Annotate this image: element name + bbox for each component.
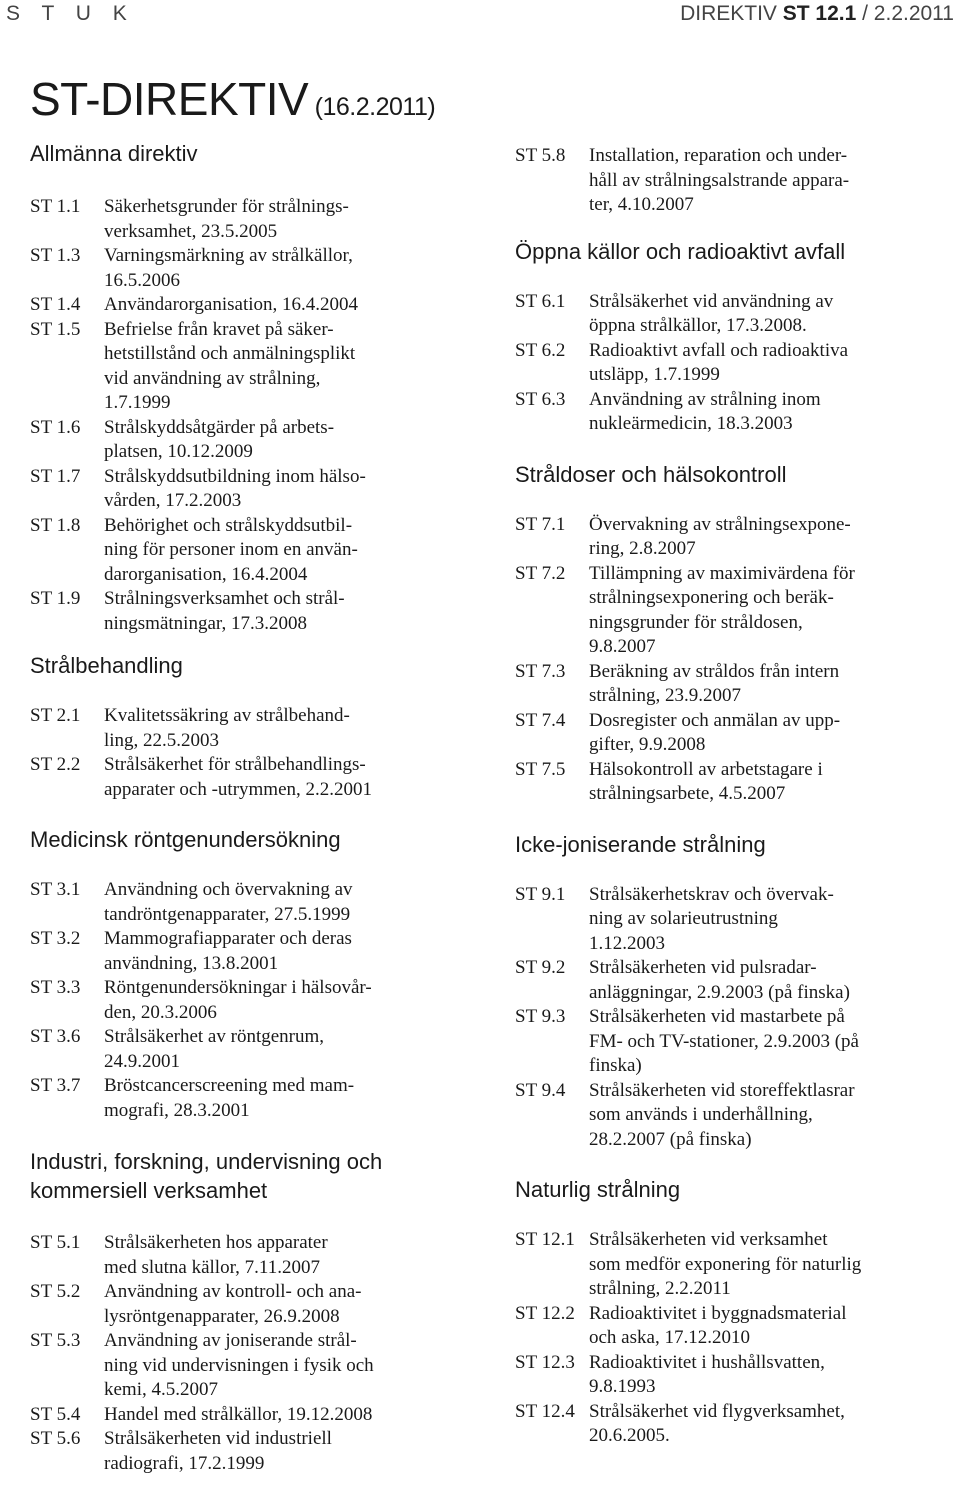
directive-title (589, 1351, 955, 1400)
directive-line: ning för personer inom en använ- (104, 539, 358, 560)
header-prefix: DIREKTIV (680, 2, 783, 25)
directive-code: ST 5.2 (30, 1281, 81, 1302)
directive-line: 24.9.2001 (104, 1050, 180, 1072)
directive-line: Strålsäkerheten hos apparater (104, 1232, 328, 1253)
directive-code: ST 6.2 (515, 339, 566, 361)
directive-code: ST 1.6 (30, 416, 81, 438)
directive-code: ST 1.7 (30, 465, 81, 487)
directive-line: Användning av kontroll- och ana- (104, 1281, 362, 1302)
directive-line: ningsmätningar, 17.3.2008 (104, 612, 307, 634)
directive-code: ST 1.5 (30, 318, 81, 340)
directive-title (104, 1231, 470, 1280)
section-title: Stråldoser och hälsokontroll (515, 461, 787, 487)
directive-line: mografi, 28.3.2001 (104, 1099, 250, 1121)
directive-code: ST 3.7 (30, 1075, 81, 1096)
directive-entry (515, 758, 955, 807)
directive-title (589, 956, 955, 1005)
directive-code: ST 1.8 (30, 514, 81, 536)
header-code: ST 12.1 (782, 2, 857, 25)
directive-line: Strålsäkerheten vid storeffektlasrar (589, 1079, 855, 1101)
directive-entry (30, 318, 470, 416)
directive-code: ST 2.2 (30, 754, 81, 775)
directive-code: ST 1.1 (30, 196, 81, 217)
directive-line: hetstillstånd och anmälningsplikt (104, 343, 356, 364)
directive-title (104, 1427, 470, 1476)
directive-entry (515, 144, 955, 218)
directive-line: Varningsmärkning av strålkällor, (104, 245, 353, 266)
directive-entry (515, 290, 955, 339)
directive-code: ST 2.1 (30, 705, 81, 726)
directive-code: ST 9.2 (515, 957, 566, 978)
directive-line: och aska, 17.12.2010 (589, 1327, 750, 1348)
directive-line: Behörighet och strålskyddsutbil- (104, 514, 353, 536)
section (515, 1176, 955, 1449)
section (30, 826, 470, 1123)
directive-title (104, 318, 470, 416)
directive-line: Strålsäkerhet vid flygverksamhet, (589, 1400, 845, 1422)
directive-entry (515, 513, 955, 562)
directive-title (104, 878, 470, 927)
section (30, 140, 470, 636)
directive-line: Övervakning av strålningsexpone- (589, 513, 851, 535)
directive-code: ST 3.6 (30, 1026, 81, 1047)
directive-entry (30, 1231, 470, 1280)
directive-entry (515, 956, 955, 1005)
directive-line: Strålsäkerhetskrav och övervak- (589, 883, 834, 905)
section-title: Öppna källor och radioaktivt avfall (515, 238, 846, 264)
directive-line: ling, 22.5.2003 (104, 729, 220, 751)
directive-line: Hälsokontroll av arbetstagare i (589, 758, 823, 780)
directive-line: anläggningar, 2.9.2003 (på finska) (589, 981, 850, 1003)
section-title: Medicinsk röntgenundersökning (30, 827, 341, 852)
directive-line: som medför exponering för naturlig (589, 1253, 862, 1275)
directive-line: Radioaktivitet i byggnadsmaterial (589, 1302, 847, 1324)
directive-line: Användning av strålning inom (589, 388, 821, 410)
directive-title (104, 704, 470, 753)
directive-code: ST 12.3 (515, 1351, 575, 1373)
directive-code: ST 7.3 (515, 660, 566, 682)
directive-title (589, 562, 955, 660)
page-header (0, 0, 960, 30)
directive-code: ST 7.5 (515, 758, 566, 780)
directive-line: användning, 13.8.2001 (104, 952, 279, 974)
directive-title (104, 465, 470, 514)
directive-line: ningsgrunder för stråldosen, (589, 611, 803, 633)
directive-code: ST 12.1 (515, 1229, 575, 1250)
directive-code: ST 5.1 (30, 1232, 81, 1253)
directive-title (589, 758, 955, 807)
directive-entry (30, 1074, 470, 1123)
directive-entry (30, 878, 470, 927)
directive-title (104, 416, 470, 465)
directive-line: strålningsarbete, 4.5.2007 (589, 783, 786, 804)
directive-line: gifter, 9.9.2008 (589, 734, 706, 755)
directive-entry (30, 244, 470, 293)
directive-title (589, 1079, 955, 1153)
directive-title (104, 753, 470, 802)
title-date: (16.2.2011) (308, 93, 436, 121)
directive-entry (515, 660, 955, 709)
directive-title (104, 244, 470, 293)
directive-entry (515, 1351, 955, 1400)
directive-line: Säkerhetsgrunder för strålnings- (104, 196, 349, 217)
directive-entry (515, 1228, 955, 1302)
directive-line: Befrielse från kravet på säker- (104, 318, 334, 340)
directive-line: strålning, 2.2.2011 (589, 1278, 731, 1299)
directive-code: ST 9.4 (515, 1079, 566, 1101)
section-title: Industri, forskning, undervisning och kommersiell verksamhet (30, 1149, 383, 1203)
directive-line: Röntgenundersökningar i hälsovår- (104, 977, 372, 998)
directive-entry (30, 1025, 470, 1074)
directive-code: ST 9.1 (515, 883, 566, 905)
directive-entry (30, 416, 470, 465)
directive-entry (30, 514, 470, 588)
directive-title (104, 195, 470, 244)
directive-title (104, 1403, 470, 1428)
directive-line: nukleärmedicin, 18.3.2003 (589, 413, 793, 434)
directive-line: den, 20.3.2006 (104, 1001, 217, 1023)
directive-code: ST 3.3 (30, 977, 81, 998)
directive-entry (30, 927, 470, 976)
directive-code: ST 5.4 (30, 1403, 81, 1425)
directive-line: håll av strålningsalstrande appara- (589, 169, 850, 191)
directive-code: ST 1.4 (30, 294, 81, 315)
directive-line: Beräkning av stråldos från intern (589, 660, 840, 682)
directive-entry (515, 883, 955, 957)
directive-title (589, 660, 955, 709)
directive-title (589, 709, 955, 758)
directive-line: Strålsäkerheten vid pulsradar- (589, 957, 817, 978)
directive-title (104, 1025, 470, 1074)
directive-title (104, 927, 470, 976)
directive-title (589, 388, 955, 437)
stuk-logo-text: S T U K (6, 2, 135, 25)
page-title (30, 72, 435, 126)
section (515, 238, 955, 437)
directive-code: ST 7.1 (515, 513, 566, 535)
directive-line: strålning, 23.9.2007 (589, 685, 741, 706)
directive-entry (515, 1005, 955, 1079)
directive-line: Kvalitetssäkring av strålbehand- (104, 705, 350, 726)
directive-line: tandröntgenapparater, 27.5.1999 (104, 903, 351, 925)
directive-entry (515, 1302, 955, 1351)
directive-line: Strålningsverksamhet och strål- (104, 588, 345, 609)
directive-entry (515, 1400, 955, 1449)
directive-line: Strålsäkerheten vid verksamhet (589, 1229, 828, 1250)
directive-line: Mammografiapparater och deras (104, 928, 352, 949)
directive-line: ning av solarieutrustning (589, 908, 778, 929)
directive-line: Radioaktivt avfall och radioaktiva (589, 339, 849, 361)
directive-entry (30, 1329, 470, 1403)
directive-line: vid användning av strålning, (104, 367, 321, 389)
right-column (515, 144, 955, 1449)
section (30, 652, 470, 802)
directive-line: 9.8.1993 (589, 1376, 656, 1397)
directive-line: kemi, 4.5.2007 (104, 1379, 218, 1400)
directive-line: ning vid undervisningen i fysik och (104, 1354, 374, 1376)
directive-entry (30, 1403, 470, 1428)
directive-line: darorganisation, 16.4.2004 (104, 563, 308, 585)
directive-line: Användarorganisation, 16.4.2004 (104, 294, 358, 315)
directive-line: finska) (589, 1055, 642, 1076)
directive-line: ring, 2.8.2007 (589, 538, 696, 559)
directive-entry (30, 587, 470, 636)
section (515, 461, 955, 807)
directive-title (104, 1329, 470, 1403)
directive-line: Tillämpning av maximivärdena för (589, 562, 855, 584)
directive-line: med slutna källor, 7.11.2007 (104, 1256, 320, 1278)
directive-line: Bröstcancerscreening med mam- (104, 1075, 355, 1096)
directive-entry (515, 562, 955, 660)
directive-line: ter, 4.10.2007 (589, 194, 694, 215)
directive-code: ST 6.3 (515, 388, 566, 410)
directive-entry (30, 753, 470, 802)
directive-line: Handel med strålkällor, 19.12.2008 (104, 1403, 373, 1425)
directive-entry (30, 465, 470, 514)
directive-code: ST 1.9 (30, 588, 81, 609)
directive-line: Strålsäkerhet vid användning av (589, 290, 834, 312)
directive-title (104, 293, 470, 318)
directive-line: Installation, reparation och under- (589, 145, 848, 166)
header-directive-ref (680, 2, 954, 26)
directive-line: Strålsäkerheten vid mastarbete på (589, 1006, 845, 1027)
directive-code: ST 7.4 (515, 709, 566, 731)
directive-title (104, 1074, 470, 1123)
directive-entry (30, 1427, 470, 1476)
directive-line: Användning av joniserande strål- (104, 1330, 357, 1351)
directive-entry (30, 704, 470, 753)
directive-entry (30, 293, 470, 318)
directive-code: ST 3.1 (30, 879, 81, 900)
directive-code: ST 1.3 (30, 245, 81, 266)
directive-entry (30, 195, 470, 244)
directive-line: FM- och TV-stationer, 2.9.2003 (på (589, 1030, 859, 1052)
directive-line: 9.8.2007 (589, 636, 656, 657)
directive-code: ST 12.4 (515, 1400, 575, 1422)
directive-title (589, 883, 955, 957)
directive-code: ST 5.3 (30, 1330, 81, 1351)
directive-line: Dosregister och anmälan av upp- (589, 709, 841, 731)
section (515, 144, 955, 218)
directive-code: ST 12.2 (515, 1302, 575, 1324)
directive-entry (515, 709, 955, 758)
directive-code: ST 6.1 (515, 290, 566, 312)
directive-line: apparater och -utrymmen, 2.2.2001 (104, 778, 373, 800)
directive-line: Strålsäkerheten vid industriell (104, 1428, 332, 1449)
section-title: Icke-joniserande strålning (515, 831, 766, 857)
directive-line: Användning och övervakning av (104, 879, 353, 900)
directive-title (589, 339, 955, 388)
title-main: ST-DIREKTIV (30, 73, 309, 125)
directive-code: ST 5.8 (515, 145, 566, 166)
directive-title (589, 513, 955, 562)
directive-line: 1.7.1999 (104, 392, 171, 413)
directive-line: strålningsexponering och beräk- (589, 587, 834, 608)
section-title: Strålbehandling (30, 653, 183, 678)
directive-title (104, 1280, 470, 1329)
directive-line: vården, 17.2.2003 (104, 490, 242, 511)
directive-line: öppna strålkällor, 17.3.2008. (589, 315, 807, 336)
directive-title (104, 587, 470, 636)
directive-entry (515, 1079, 955, 1153)
directive-code: ST 5.6 (30, 1428, 81, 1449)
directive-line: Radioaktivitet i hushållsvatten, (589, 1351, 825, 1373)
directive-line: 16.5.2006 (104, 269, 180, 291)
directive-title (589, 1302, 955, 1351)
directive-title (589, 1228, 955, 1302)
directive-line: utsläpp, 1.7.1999 (589, 364, 720, 385)
directive-line: Strålskyddsåtgärder på arbets- (104, 416, 335, 438)
directive-title (589, 1005, 955, 1079)
directive-entry (30, 1280, 470, 1329)
section (515, 831, 955, 1153)
directive-line: platsen, 10.12.2009 (104, 441, 253, 462)
section (30, 1147, 470, 1476)
directive-title (589, 290, 955, 339)
directive-title (104, 514, 470, 588)
directive-line: 28.2.2007 (på finska) (589, 1128, 752, 1150)
directive-title (589, 1400, 955, 1449)
directive-title (104, 976, 470, 1025)
directive-line: 20.6.2005. (589, 1425, 670, 1446)
section-title: Allmänna direktiv (30, 141, 198, 166)
directive-entry (515, 339, 955, 388)
directive-line: verksamhet, 23.5.2005 (104, 220, 278, 242)
directive-line: lysröntgenapparater, 26.9.2008 (104, 1305, 340, 1327)
directive-line: Strålsäkerhet av röntgenrum, (104, 1026, 325, 1047)
directive-line: som används i underhållning, (589, 1104, 813, 1125)
directive-code: ST 9.3 (515, 1006, 566, 1027)
left-column (30, 140, 470, 1476)
directive-title (589, 144, 955, 218)
directive-line: 1.12.2003 (589, 932, 665, 954)
directive-line: Strålskyddsutbildning inom hälso- (104, 465, 366, 487)
directive-entry (515, 388, 955, 437)
directive-entry (30, 976, 470, 1025)
directive-line: Strålsäkerhet för strålbehandlings- (104, 754, 366, 775)
directive-code: ST 7.2 (515, 562, 566, 584)
directive-code: ST 3.2 (30, 928, 81, 949)
directive-line: radiografi, 17.2.1999 (104, 1452, 265, 1474)
header-date: / 2.2.2011 (856, 2, 954, 25)
section-title: Naturlig strålning (515, 1177, 681, 1202)
